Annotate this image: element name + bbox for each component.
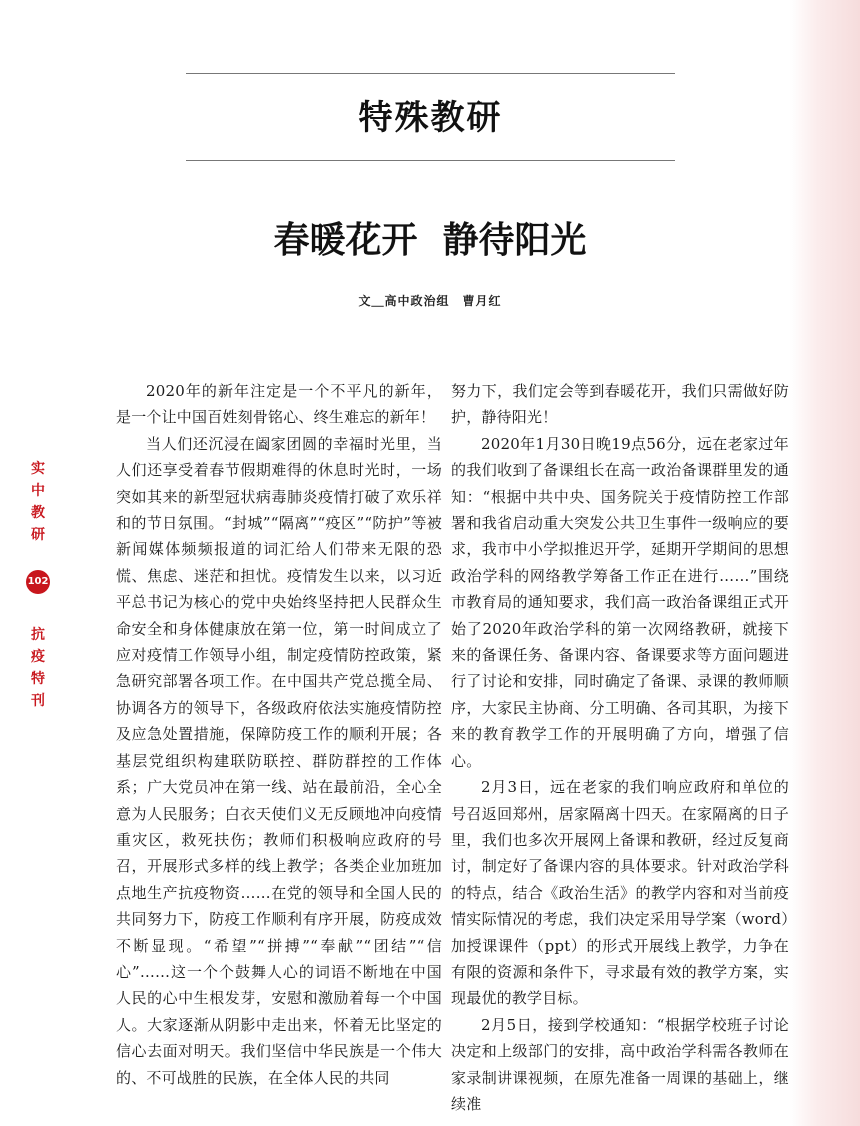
page-number-badge: 102 xyxy=(26,570,50,594)
body-paragraph: 2月5日，接到学校通知：“根据学校班子讨论决定和上级部门的安排，高中政治学科需各教师在家录制讲课视频，在原先准备一周课的基础上，继续准 xyxy=(451,1015,789,1113)
body-paragraph: 2020年的新年注定是一个不平凡的新年，是一个让中国百姓刻骨铭心、终生难忘的新年！ xyxy=(116,382,442,427)
side-label-char: 研 xyxy=(31,527,45,543)
article-byline: 文＿高中政治组 曹月红 xyxy=(358,294,502,308)
body-column-left xyxy=(116,378,442,1091)
body-column-right xyxy=(451,378,789,1117)
side-label-char: 刊 xyxy=(31,693,45,709)
article-title: 春暖花开 静待阳光 xyxy=(273,220,587,261)
side-label-journal xyxy=(26,458,50,546)
body-paragraph-continued: 努力下，我们定会等到春暖花开，我们只需做好防护，静待阳光！ xyxy=(451,382,789,427)
body-paragraph: 当人们还沉浸在阖家团圆的幸福时光里，当人们还享受着春节假期难得的休息时光时，一场突如其来的新型冠状病毒肺炎疫情打破了欢乐祥和的节日氛围。“封城”“隔离”“疫区”“防护”等被新闻媒体频频报道的词汇给人们带来无限的恐慌、焦虑、迷茫和担忧。疫情发生以来，以习近平总书记为核心的党中央始终坚持把人民群众生命安全和身体健康放在第一位，第一时间成立了应对疫情工作领导小组，制定疫情防控政策，紧急研究部署各项工作。在中国共产党总揽全局、协调各方的领导下，各级政府依法实施疫情防控及应急处置措施，保障防疫工作的顺利开展；各基层党组织构建联防联控、群防群控的工作体系；广大党员冲在第一线、站在最前沿，全心全意为人民服务；白衣天使们义无反顾地冲向疫情重灾区，救死扶伤；教师们积极响应政府的号召，开展形式多样的线上教学；各类企业加班加点地生产抗疫物资……在党的领导和全国人民的共同努力下，防疫工作顺利有序开展，防疫成效不断显现。“希望”“拼搏”“奉献”“团结”“信心”……这一个个鼓舞人心的词语不断地在中国人民的心中生根发芽，安慰和激励着每一个中国人。大家逐渐从阴影中走出来，怀着无比坚定的信心去面对明天。我们坚信中华民族是一个伟大的、不可战胜的民族，在全体人民的共同 xyxy=(116,434,442,1087)
header-rule-bottom xyxy=(186,160,675,161)
body-paragraph: 2020年1月30日晚19点56分，远在老家过年的我们收到了备课组长在高一政治备课群里发的通知：“根据中共中央、国务院关于疫情防控工作部署和我省启动重大突发公共卫生事件一级响应的要求，我市中小学拟推迟开学，延期开学期间的思想政治学科的网络教学筹备工作正在进行……”围绕市教育局的通知要求，我们高一政治备课组正式开始了2020年政治学科的第一次网络教研，就接下来的备课任务、备课内容、备课要求等方面问题进行了讨论和安排，同时确定了备课、录课的教师顺序，大家民主协商、分工明确、各司其职，为接下来的教育教学工作的开展明确了方向，增强了信心。 xyxy=(451,434,789,770)
side-label-char: 疫 xyxy=(31,649,45,665)
body-paragraph: 2月3日，远在老家的我们响应政府和单位的号召返回郑州，居家隔离十四天。在家隔离的日子里，我们也多次开展网上备课和教研，经过反复商讨，制定好了备课内容的具体要求。针对政治学科的特点，结合《政治生活》的教学内容和对当前疫情实际情况的考虑，我们决定采用导学案（word）加授课课件（ppt）的形式开展线上教学，力争在有限的资源和条件下，寻求最有效的教学方案，实现最优的教学目标。 xyxy=(451,778,789,1008)
section-title: 特殊教研 xyxy=(358,98,503,138)
page-edge-decoration xyxy=(790,0,860,1126)
header-rule-top xyxy=(186,73,675,74)
side-label-char: 中 xyxy=(31,483,45,499)
side-label-char: 实 xyxy=(31,461,45,477)
side-label-char: 特 xyxy=(31,671,45,687)
side-label-char: 抗 xyxy=(31,627,45,643)
side-label-special-issue xyxy=(26,624,50,712)
side-label-char: 教 xyxy=(31,505,45,521)
